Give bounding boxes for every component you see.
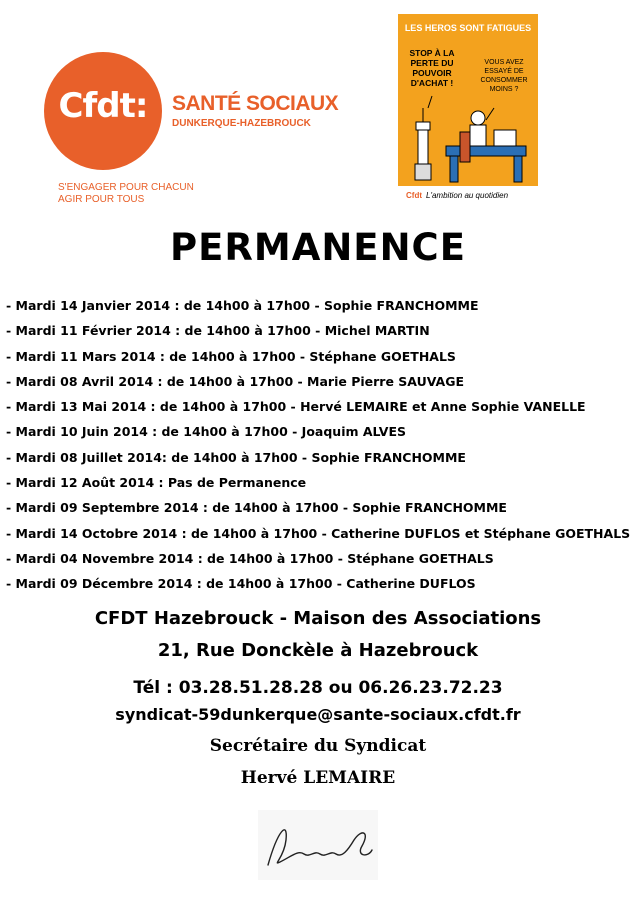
logo-tagline-1: S'ENGAGER POUR CHACUN bbox=[58, 182, 194, 193]
schedule-item: - Mardi 08 Avril 2014 : de 14h00 à 17h00 - Marie Pierre SAUVAGE bbox=[6, 373, 465, 389]
page-title: PERMANENCE bbox=[170, 226, 466, 269]
email-line: syndicat-59dunkerque@sante-sociaux.cfdt.fr bbox=[115, 705, 521, 724]
bubble-pointer-1 bbox=[428, 96, 432, 108]
schedule-item: - Mardi 08 Juillet 2014: de 14h00 à 17h00 - Sophie FRANCHOMME bbox=[6, 449, 466, 465]
schedule-item: - Mardi 10 Juin 2014 : de 14h00 à 17h00 - Joaquim ALVES bbox=[6, 424, 406, 440]
poster-footer-mark: Cfdt bbox=[406, 191, 422, 200]
schedule-item: - Mardi 04 Novembre 2014 : de 14h00 à 17h00 - Stéphane GOETHALS bbox=[6, 550, 494, 566]
poster-footer-slogan: L'ambition au quotidien bbox=[426, 191, 509, 200]
role-line: Secrétaire du Syndicat bbox=[209, 736, 427, 756]
organization-line: CFDT Hazebrouck - Maison des Associations bbox=[94, 608, 542, 629]
robot-figure bbox=[415, 108, 431, 180]
poster-speech-bubble-2: VOUS AVEZ ESSAYÉ DE CONSOMMER MOINS ? bbox=[480, 59, 528, 93]
campaign-poster bbox=[398, 14, 538, 204]
schedule-item: - Mardi 11 Février 2014 : de 14h00 à 17h00 - Michel MARTIN bbox=[6, 323, 430, 339]
schedule-item: - Mardi 13 Mai 2014 : de 14h00 à 17h00 - Hervé LEMAIRE et Anne Sophie VANELLE bbox=[6, 399, 586, 415]
schedule-item: - Mardi 09 Septembre 2014 : de 14h00 à 17h00 - Sophie FRANCHOMME bbox=[6, 500, 507, 516]
schedule-item: - Mardi 14 Janvier 2014 : de 14h00 à 17h00 - Sophie FRANCHOMME bbox=[6, 298, 479, 313]
logo-mark: Cfdt: bbox=[58, 86, 148, 126]
signatory-name: Hervé LEMAIRE bbox=[240, 768, 396, 788]
cfdt-logo bbox=[44, 52, 339, 212]
schedule-item: - Mardi 12 Août 2014 : Pas de Permanence bbox=[6, 475, 307, 491]
address-line: 21, Rue Donckèle à Hazebrouck bbox=[157, 640, 479, 661]
logo-name: SANTÉ SOCIAUX bbox=[172, 92, 339, 115]
schedule-item: - Mardi 11 Mars 2014 : de 14h00 à 17h00 - Stéphane GOETHALS bbox=[6, 348, 456, 364]
schedule-item: - Mardi 14 Octobre 2014 : de 14h00 à 17h00 - Catherine DUFLOS et Stéphane GOETHALS bbox=[6, 525, 631, 541]
schedule-item: - Mardi 09 Décembre 2014 : de 14h00 à 17h00 - Catherine DUFLOS bbox=[6, 576, 476, 592]
poster-illustration bbox=[398, 94, 538, 186]
poster-title: LES HEROS SONT FATIGUES bbox=[404, 23, 532, 33]
logo-tagline-2: AGIR POUR TOUS bbox=[58, 194, 145, 205]
phone-line: Tél : 03.28.51.28.28 ou 06.26.23.72.23 bbox=[133, 678, 503, 698]
handwritten-signature bbox=[258, 810, 378, 880]
schedule-list bbox=[6, 296, 630, 600]
poster-speech-bubble-1: STOP À LA PERTE DU POUVOIR D'ACHAT ! bbox=[409, 48, 455, 88]
poster-footer bbox=[406, 191, 508, 200]
logo-tagline bbox=[58, 182, 194, 206]
bubble-pointer-2 bbox=[486, 108, 494, 120]
logo-subname: DUNKERQUE-HAZEBROUCK bbox=[172, 118, 311, 129]
